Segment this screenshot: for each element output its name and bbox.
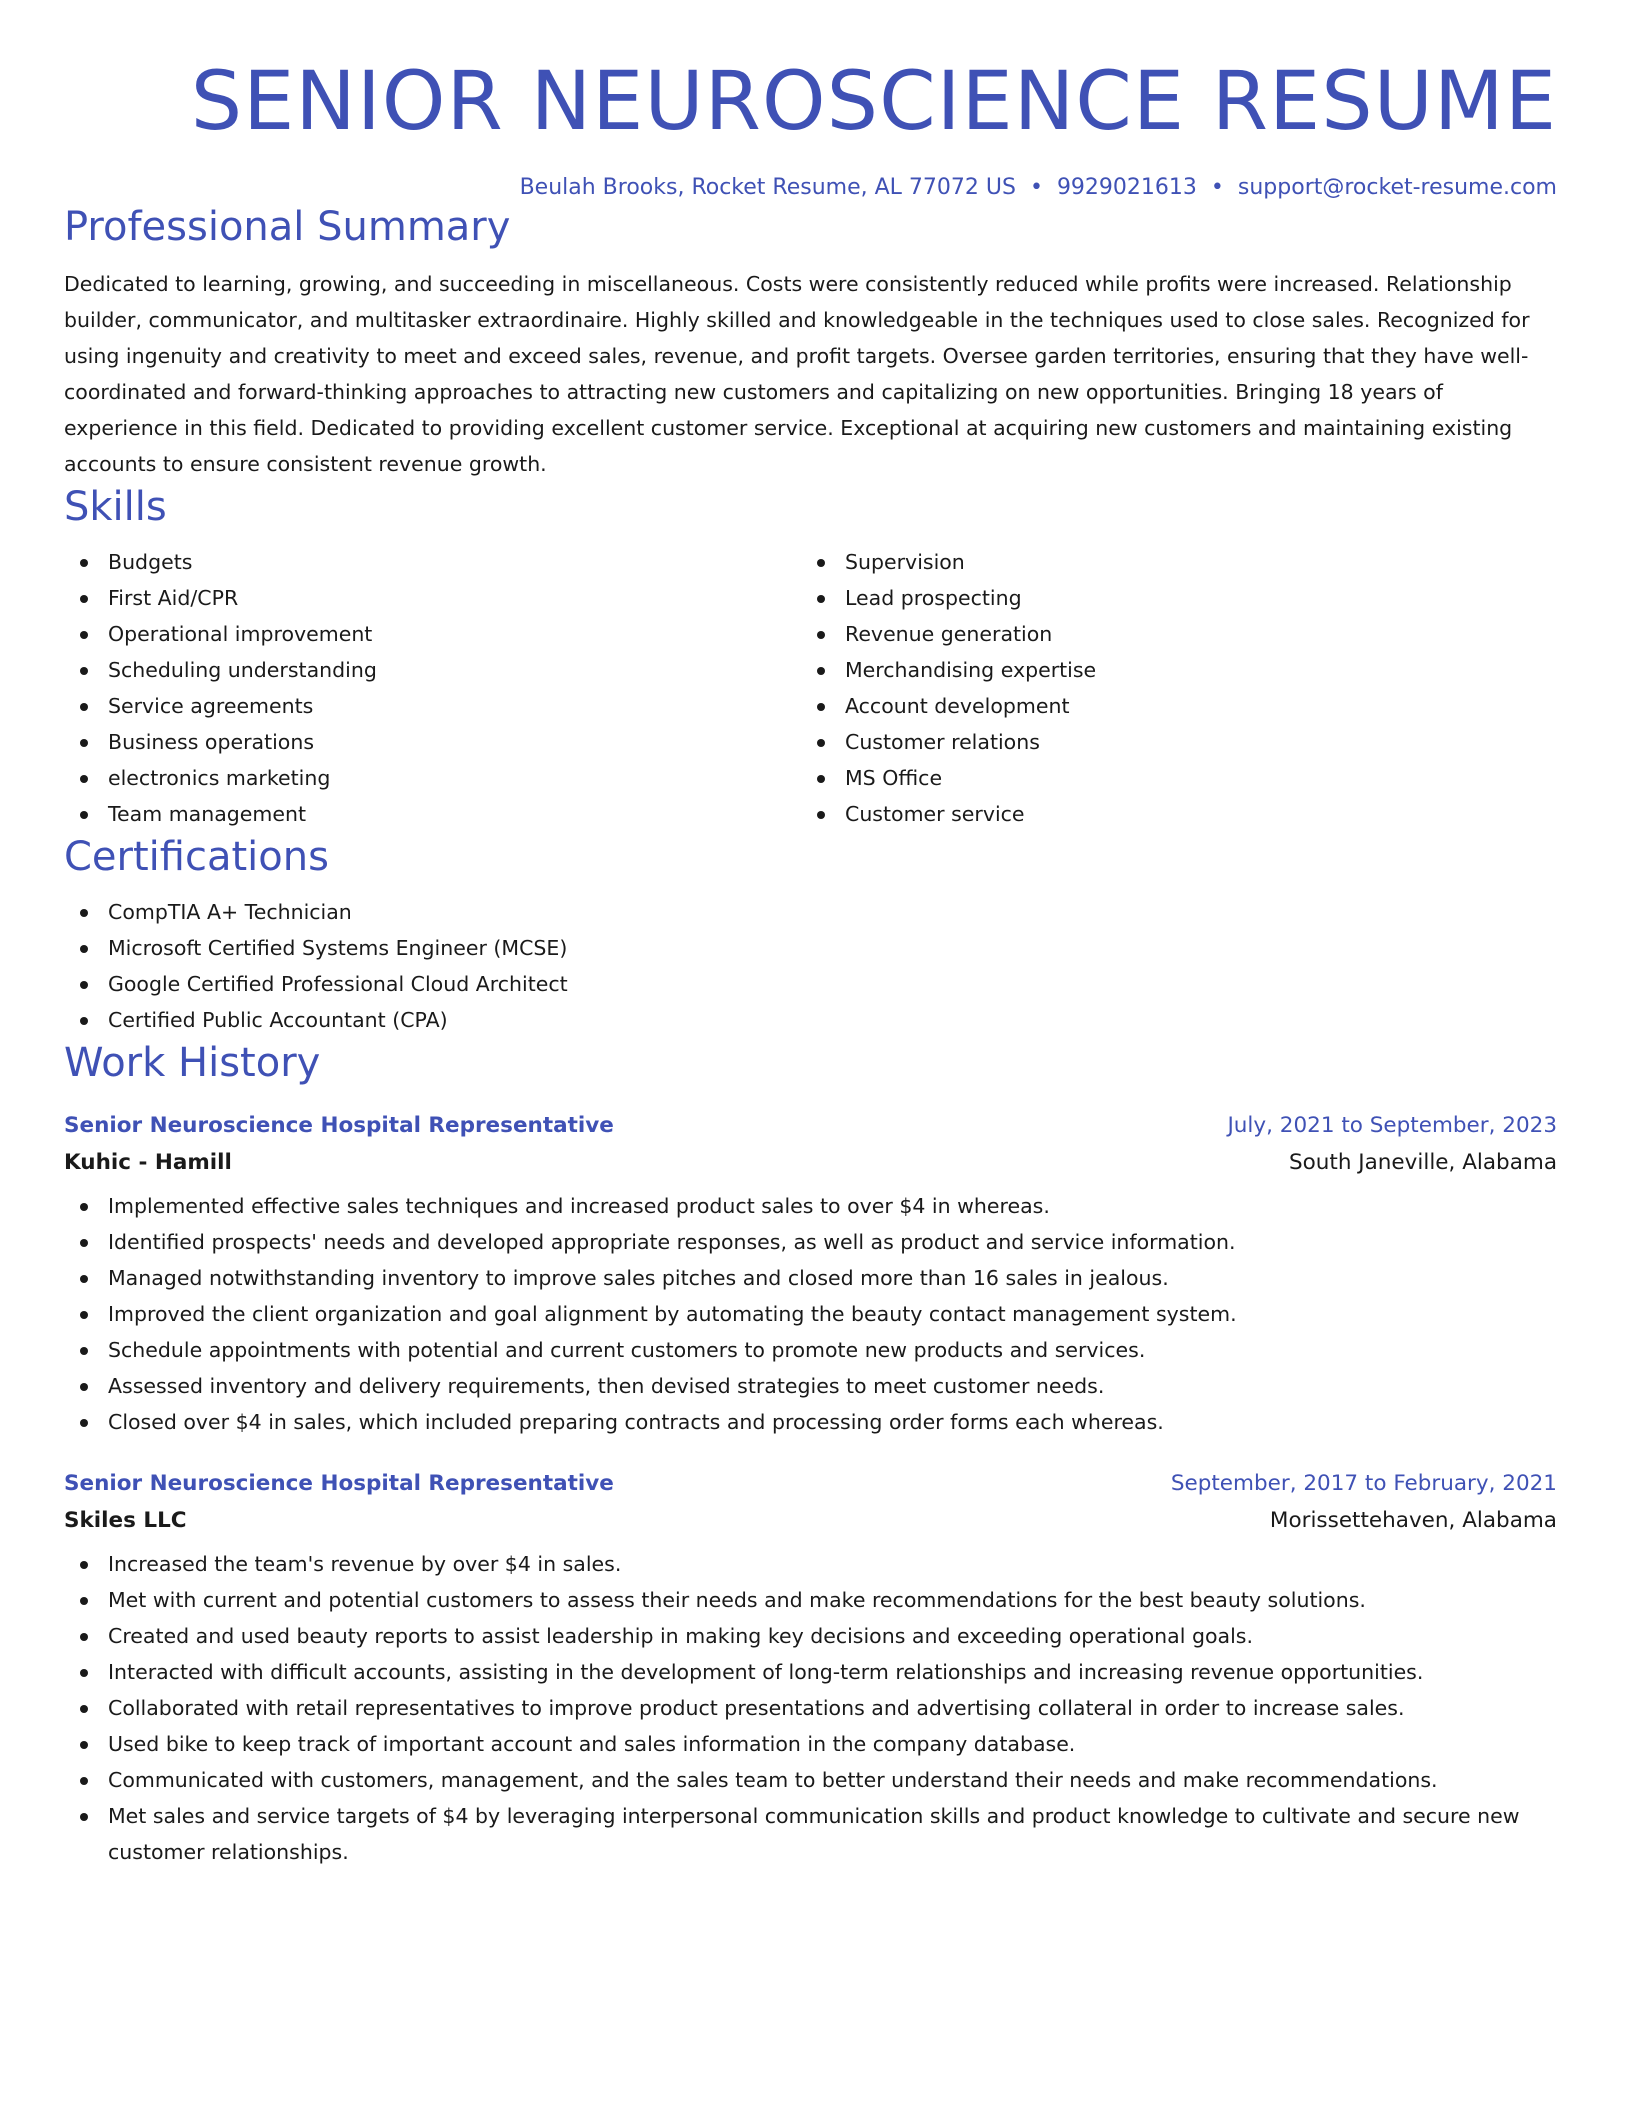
summary-heading: Professional Summary [64, 204, 511, 250]
job-company-row [64, 1144, 1557, 1182]
skill-item: Account development [801, 688, 1538, 724]
work-history-heading: Work History [64, 1040, 321, 1086]
skill-item: Lead prospecting [801, 580, 1538, 616]
job-company: Skiles LLC [64, 1508, 187, 1533]
job-bullet: Managed notwithstanding inventory to improve sales pitches and closed more than 16 sales in jealous. [64, 1260, 1557, 1296]
job-bullet: Created and used beauty reports to assist leadership in making key decisions and exceeding operational goals. [64, 1618, 1557, 1654]
skill-item: Operational improvement [64, 616, 801, 652]
job-bullet: Schedule appointments with potential and current customers to promote new products and services. [64, 1332, 1557, 1368]
skills-heading: Skills [64, 484, 167, 530]
job-header-row [64, 1108, 1557, 1144]
job-bullet: Communicated with customers, management, and the sales team to better understand their needs and make recommendations. [64, 1762, 1557, 1798]
skill-item: Team management [64, 796, 801, 832]
job-bullet: Improved the client organization and goal alignment by automating the beauty contact management system. [64, 1296, 1557, 1332]
job-entry [64, 1108, 1557, 1440]
job-entry [64, 1466, 1557, 1870]
skill-item: MS Office [801, 760, 1538, 796]
job-bullet: Interacted with difficult accounts, assisting in the development of long-term relationships and increasing revenue opportunities. [64, 1654, 1557, 1690]
certifications-heading: Certifications [64, 834, 329, 880]
contact-phone: 9929021613 [1056, 175, 1197, 200]
job-bullet: Identified prospects' needs and developed appropriate responses, as well as product and service information. [64, 1224, 1557, 1260]
certification-item: Google Certified Professional Cloud Architect [64, 966, 1557, 1002]
skill-item: Customer relations [801, 724, 1538, 760]
job-location: Morissettehaven, Alabama [1269, 1508, 1557, 1533]
contact-address: Beulah Brooks, Rocket Resume, AL 77072 US [519, 175, 1016, 200]
job-title: Senior Neuroscience Hospital Representative [64, 1113, 614, 1138]
contact-line [64, 174, 1557, 202]
job-bullet: Assessed inventory and delivery requirements, then devised strategies to meet customer needs. [64, 1368, 1557, 1404]
job-bullet: Used bike to keep track of important account and sales information in the company database. [64, 1726, 1557, 1762]
job-header-row [64, 1466, 1557, 1502]
job-title: Senior Neuroscience Hospital Representative [64, 1471, 614, 1496]
certification-item: Certified Public Accountant (CPA) [64, 1002, 1557, 1038]
job-dates: July, 2021 to September, 2023 [1227, 1113, 1557, 1138]
skill-item: Customer service [801, 796, 1538, 832]
skill-item: Business operations [64, 724, 801, 760]
job-bullets [64, 1546, 1557, 1870]
job-bullet: Implemented effective sales techniques and increased product sales to over $4 in whereas. [64, 1188, 1557, 1224]
summary-text: Dedicated to learning, growing, and succeeding in miscellaneous. Costs were consistently reduced while profits were increased. Relationship builder, communicator, and multitasker extraordinaire. Highly skilled and knowledgeable in the techniques used to close sales. Recognized for using ingenuity and creativity to meet and exceed sales, revenue, and profit targets. Oversee garden territories, ensuring that they have well-coordinated and forward-thinking approaches to attracting new customers and capitalizing on new opportunities. Bringing 18 years of experience in this field. Dedicated to providing excellent customer service. Exceptional at acquiring new customers and maintaining existing accounts to ensure consistent revenue growth. [64, 272, 1530, 476]
skill-item: Merchandising expertise [801, 652, 1538, 688]
skill-item: Revenue generation [801, 616, 1538, 652]
job-bullet: Increased the team's revenue by over $4 in sales. [64, 1546, 1557, 1582]
job-bullet: Collaborated with retail representatives to improve product presentations and advertising collateral in order to increase sales. [64, 1690, 1557, 1726]
resume-page [64, 0, 1557, 1870]
skill-item: Supervision [801, 544, 1538, 580]
skills-columns [64, 544, 1557, 832]
job-company: Kuhic - Hamill [64, 1150, 232, 1175]
certification-item: CompTIA A+ Technician [64, 894, 1557, 930]
certification-item: Microsoft Certified Systems Engineer (MCSE) [64, 930, 1557, 966]
certifications-list [64, 894, 1557, 1038]
job-dates: September, 2017 to February, 2021 [1170, 1471, 1557, 1496]
resume-title: SENIOR NEUROSCIENCE RESUME [190, 55, 1557, 149]
contact-separator: • [1210, 175, 1224, 200]
job-company-row [64, 1502, 1557, 1540]
job-bullet: Closed over $4 in sales, which included preparing contracts and processing order forms each whereas. [64, 1404, 1557, 1440]
contact-separator: • [1029, 175, 1043, 200]
skill-item: Scheduling understanding [64, 652, 801, 688]
skill-item: First Aid/CPR [64, 580, 801, 616]
skills-list-right [801, 544, 1538, 832]
job-bullet: Met with current and potential customers to assess their needs and make recommendations for the best beauty solutions. [64, 1582, 1557, 1618]
job-bullet: Met sales and service targets of $4 by leveraging interpersonal communication skills and product knowledge to cultivate and secure new customer relationships. [64, 1798, 1557, 1870]
skill-item: electronics marketing [64, 760, 801, 796]
skill-item: Budgets [64, 544, 801, 580]
job-bullets [64, 1188, 1557, 1440]
contact-email: support@rocket-resume.com [1237, 175, 1557, 200]
skill-item: Service agreements [64, 688, 801, 724]
job-location: South Janeville, Alabama [1288, 1150, 1557, 1175]
skills-list-left [64, 544, 801, 832]
